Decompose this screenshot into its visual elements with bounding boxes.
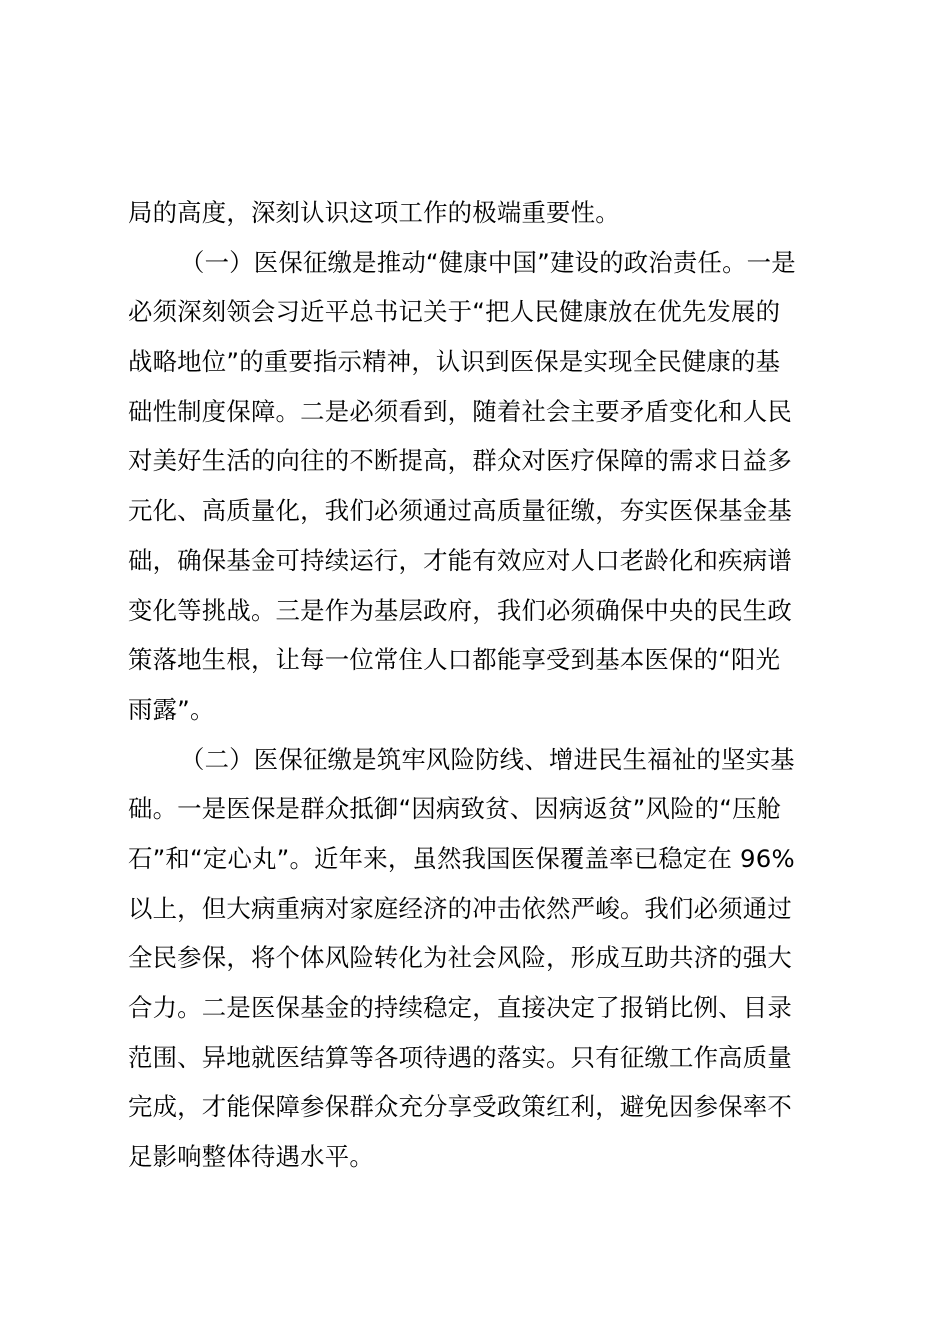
text-line: 合力。二是医保基金的持续稳定，直接决定了报销比例、目录 xyxy=(128,993,792,1022)
text-line: 元化、高质量化，我们必须通过高质量征缴，夯实医保基金基 xyxy=(128,496,792,526)
section-heading-line: （二）医保征缴是筑牢风险防线、增进民生福祉的坚实基 xyxy=(180,744,795,774)
text-line: 础，确保基金可持续运行，才能有效应对人口老龄化和疾病谱 xyxy=(128,545,792,575)
section-heading-line: （一）医保征缴是推动“健康中国”建设的政治责任。一是 xyxy=(180,247,796,277)
paragraph-section-2 xyxy=(128,735,828,1182)
text-line: 范围、异地就医结算等各项待遇的落实。只有征缴工作高质量 xyxy=(128,1042,792,1072)
text-line: 础。一是医保是群众抵御“因病致贫、因病返贫”风险的“压舱 xyxy=(128,794,782,824)
paragraph-section-1 xyxy=(128,238,828,735)
text-line: 础性制度保障。二是必须看到，随着社会主要矛盾变化和人民 xyxy=(128,396,792,426)
document-page xyxy=(128,188,828,1182)
text-line: 必须深刻领会习近平总书记关于“把人民健康放在优先发展的 xyxy=(128,297,781,327)
text-line: 完成，才能保障参保群众充分享受政策红利，避免因参保率不 xyxy=(128,1092,792,1122)
text-line: 战略地位”的重要指示精神，认识到医保是实现全民健康的基 xyxy=(128,347,781,377)
text-line: 全民参保，将个体风险转化为社会风险，形成互助共济的强大 xyxy=(128,943,792,973)
text-line: 局的高度，深刻认识这项工作的极端重要性。 xyxy=(128,198,620,227)
text-line: 变化等挑战。三是作为基层政府，我们必须确保中央的民生政 xyxy=(128,595,792,625)
text-line: 策落地生根，让每一位常住人口都能享受到基本医保的“阳光 xyxy=(128,645,781,675)
text-line: 石”和“定心丸”。近年来，虽然我国医保覆盖率已稳定在 96% xyxy=(128,843,795,873)
text-line: 足影响整体待遇水平。 xyxy=(128,1142,374,1172)
text-line: 对美好生活的向往的不断提高，群众对医疗保障的需求日益多 xyxy=(128,446,792,476)
paragraph-continuation xyxy=(128,188,828,238)
text-line: 雨露”。 xyxy=(128,694,215,724)
text-line: 以上，但大病重病对家庭经济的冲击依然严峻。我们必须通过 xyxy=(128,893,792,923)
